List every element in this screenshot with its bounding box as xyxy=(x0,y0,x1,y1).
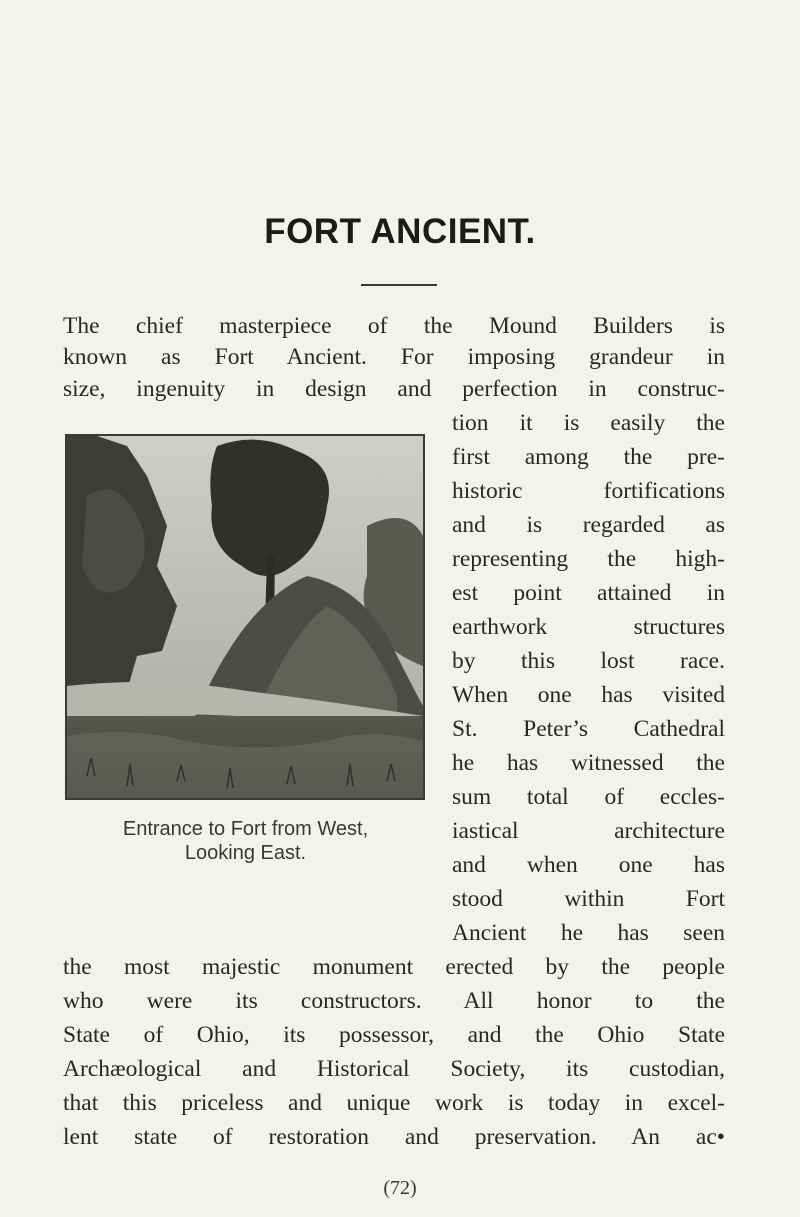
body-line: and when one has xyxy=(452,852,725,878)
body-line: State of Ohio, its possessor, and the Ohio State xyxy=(63,1022,725,1048)
body-line: that this priceless and unique work is today in excel- xyxy=(63,1090,725,1116)
body-line: he has witnessed the xyxy=(452,750,725,776)
body-line: stood within Fort xyxy=(452,886,725,912)
page-number: (72) xyxy=(383,1177,417,1199)
body-line: representing the high- xyxy=(452,546,725,572)
body-line: the most majestic monument erected by the people xyxy=(63,954,725,980)
landscape-illustration xyxy=(67,436,423,798)
body-line: who were its constructors. All honor to the xyxy=(63,988,725,1014)
body-line: Ancient he has seen xyxy=(452,920,725,946)
body-line: iastical architecture xyxy=(452,818,725,844)
body-line: The chief masterpiece of the Mound Builders is xyxy=(63,313,725,339)
body-line: historic fortifications xyxy=(452,478,725,504)
body-line: lent state of restoration and preservation. An ac• xyxy=(63,1124,725,1150)
body-line: tion it is easily the xyxy=(452,410,725,436)
body-line: sum total of eccles- xyxy=(452,784,725,810)
page-title: FORT ANCIENT. xyxy=(264,212,536,251)
body-line: known as Fort Ancient. For imposing grandeur in xyxy=(63,344,725,370)
body-line: est point attained in xyxy=(452,580,725,606)
body-line: When one has visited xyxy=(452,682,725,708)
body-line: earthwork structures xyxy=(452,614,725,640)
body-line: Archæological and Historical Society, its custodian, xyxy=(63,1056,725,1082)
body-line: size, ingenuity in design and perfection in construc- xyxy=(63,376,725,402)
body-line: and is regarded as xyxy=(452,512,725,538)
photo-caption-line-1: Entrance to Fort from West, xyxy=(122,818,369,840)
photo-caption-line-2: Looking East. xyxy=(184,842,307,864)
body-line: first among the pre- xyxy=(452,444,725,470)
body-line: by this lost race. xyxy=(452,648,725,674)
title-divider xyxy=(361,284,437,286)
body-line: St. Peter’s Cathedral xyxy=(452,716,725,742)
fort-entrance-photo xyxy=(65,434,425,800)
